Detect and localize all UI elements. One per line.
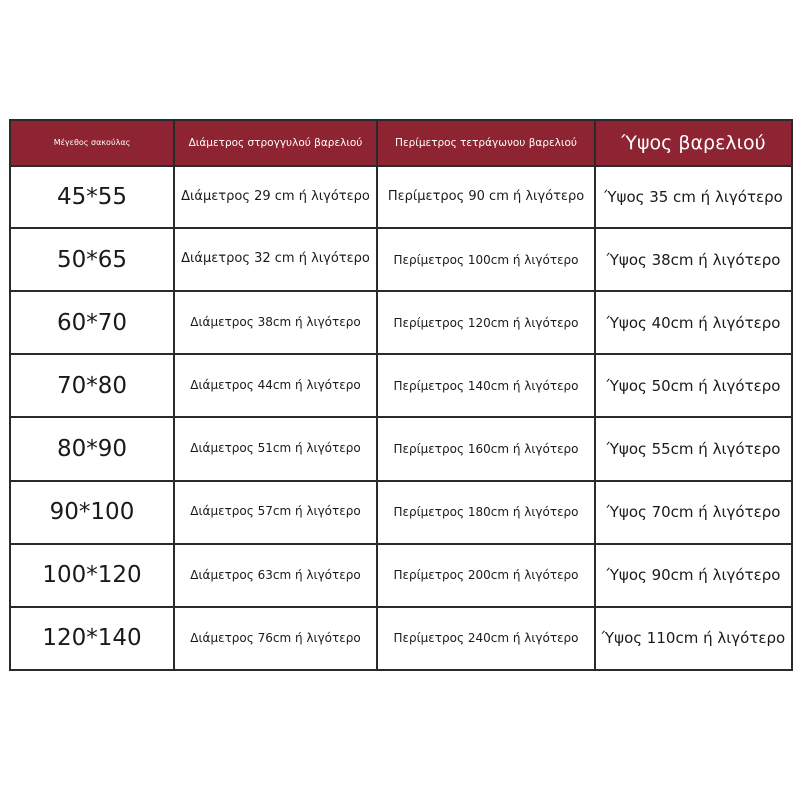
table-row <box>10 607 792 670</box>
diameter-cell: Διάμετρος 51cm ή λιγότερο <box>174 417 377 480</box>
table-row <box>10 166 792 228</box>
height-cell: Ύψος 110cm ή λιγότερο <box>595 607 792 670</box>
diameter-cell: Διάμετρος 32 cm ή λιγότερο <box>174 228 377 291</box>
perimeter-cell: Περίμετρος 90 cm ή λιγότερο <box>377 166 595 228</box>
height-cell: Ύψος 55cm ή λιγότερο <box>595 417 792 480</box>
size-cell: 120*140 <box>10 607 174 670</box>
size-cell: 100*120 <box>10 544 174 607</box>
height-cell: Ύψος 38cm ή λιγότερο <box>595 228 792 291</box>
perimeter-cell: Περίμετρος 240cm ή λιγότερο <box>377 607 595 670</box>
perimeter-cell: Περίμετρος 160cm ή λιγότερο <box>377 417 595 480</box>
header-perimeter: Περίμετρος τετράγωνου βαρελιού <box>377 120 595 166</box>
table-row <box>10 354 792 417</box>
size-cell: 45*55 <box>10 166 174 228</box>
table-row <box>10 228 792 291</box>
diameter-cell: Διάμετρος 38cm ή λιγότερο <box>174 291 377 354</box>
header-row <box>10 120 792 166</box>
header-diameter: Διάμετρος στρογγυλού βαρελιού <box>174 120 377 166</box>
diameter-cell: Διάμετρος 57cm ή λιγότερο <box>174 481 377 544</box>
table-row <box>10 291 792 354</box>
height-cell: Ύψος 50cm ή λιγότερο <box>595 354 792 417</box>
perimeter-cell: Περίμετρος 200cm ή λιγότερο <box>377 544 595 607</box>
table-row <box>10 481 792 544</box>
size-table <box>9 119 793 671</box>
table-row <box>10 544 792 607</box>
perimeter-cell: Περίμετρος 100cm ή λιγότερο <box>377 228 595 291</box>
header-size: Μέγεθος σακούλας <box>10 120 174 166</box>
height-cell: Ύψος 40cm ή λιγότερο <box>595 291 792 354</box>
size-cell: 90*100 <box>10 481 174 544</box>
height-cell: Ύψος 90cm ή λιγότερο <box>595 544 792 607</box>
height-cell: Ύψος 70cm ή λιγότερο <box>595 481 792 544</box>
header-height: Ύψος βαρελιού <box>595 120 792 166</box>
size-cell: 70*80 <box>10 354 174 417</box>
diameter-cell: Διάμετρος 76cm ή λιγότερο <box>174 607 377 670</box>
diameter-cell: Διάμετρος 29 cm ή λιγότερο <box>174 166 377 228</box>
perimeter-cell: Περίμετρος 140cm ή λιγότερο <box>377 354 595 417</box>
perimeter-cell: Περίμετρος 180cm ή λιγότερο <box>377 481 595 544</box>
size-cell: 50*65 <box>10 228 174 291</box>
diameter-cell: Διάμετρος 63cm ή λιγότερο <box>174 544 377 607</box>
height-cell: Ύψος 35 cm ή λιγότερο <box>595 166 792 228</box>
size-cell: 80*90 <box>10 417 174 480</box>
size-cell: 60*70 <box>10 291 174 354</box>
diameter-cell: Διάμετρος 44cm ή λιγότερο <box>174 354 377 417</box>
table-row <box>10 417 792 480</box>
perimeter-cell: Περίμετρος 120cm ή λιγότερο <box>377 291 595 354</box>
